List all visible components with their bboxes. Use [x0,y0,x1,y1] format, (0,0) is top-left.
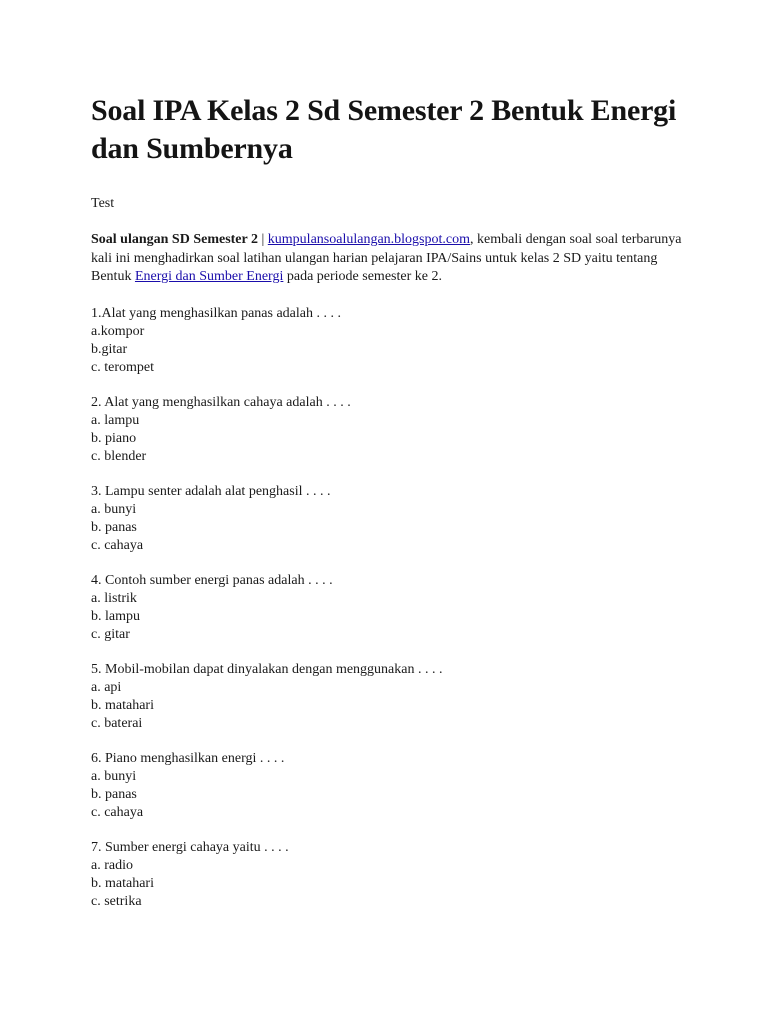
intro-bold-label: Soal ulangan SD Semester 2 [91,232,258,247]
question-text: 7. Sumber energi cahaya yaitu . . . . [91,839,289,855]
question-text: 5. Mobil-mobilan dapat dinyalakan dengan menggunakan . . . . [91,661,443,677]
question-text: 6. Piano menghasilkan energi . . . . [91,750,285,766]
question-text: 2. Alat yang menghasilkan cahaya adalah . . . . [91,394,351,410]
answer-option: a. radio [91,857,133,873]
page-title: Soal IPA Kelas 2 Sd Semester 2 Bentuk Energi dan Sumbernya [91,94,677,165]
answer-option: a. api [91,679,122,695]
intro-paragraph [91,231,691,287]
question-item [91,394,691,466]
answer-option: a. bunyi [91,768,137,784]
answer-option: c. cahaya [91,804,144,820]
answer-option: c. cahaya [91,537,144,553]
answer-option: b. matahari [91,697,154,713]
question-text: 1.Alat yang menghasilkan panas adalah . . . . [91,305,341,321]
intro-text-2: pada periode semester ke 2. [283,269,442,284]
answer-option: a. listrik [91,590,137,606]
question-item [91,572,691,644]
question-item [91,750,691,822]
answer-option: b. lampu [91,608,140,624]
answer-option: c. baterai [91,715,143,731]
question-item [91,661,691,733]
subtitle: Test [91,196,115,211]
answer-option: b. panas [91,519,137,535]
answer-option: a.kompor [91,323,145,339]
question-text: 3. Lampu senter adalah alat penghasil . . . . [91,483,331,499]
blog-link[interactable]: kumpulansoalulangan.blogspot.com [267,232,470,247]
answer-option: a. lampu [91,412,140,428]
answer-option: b. matahari [91,875,154,891]
question-item [91,305,691,377]
question-item [91,839,691,911]
answer-option: c. gitar [91,626,130,642]
question-text: 4. Contoh sumber energi panas adalah . . . . [91,572,333,588]
answer-option: a. bunyi [91,501,137,517]
document-page [91,92,691,928]
answer-option: c. terompet [91,359,154,375]
answer-option: c. setrika [91,893,142,909]
answer-option: b. panas [91,786,137,802]
answer-option: b. piano [91,430,137,446]
energy-topic-link[interactable]: Energi dan Sumber Energi [134,269,284,284]
answer-option: c. blender [91,448,147,464]
question-item [91,483,691,555]
intro-text-1: , kembali dengan soal soal terbarunya kali ini menghadirkan soal latihan ulangan harian pelajaran IPA/Sains untuk kelas 2 SD yaitu tentang Bentuk [91,232,682,284]
question-list [91,305,691,911]
answer-option: b.gitar [91,341,128,357]
intro-separator: | [257,232,268,247]
